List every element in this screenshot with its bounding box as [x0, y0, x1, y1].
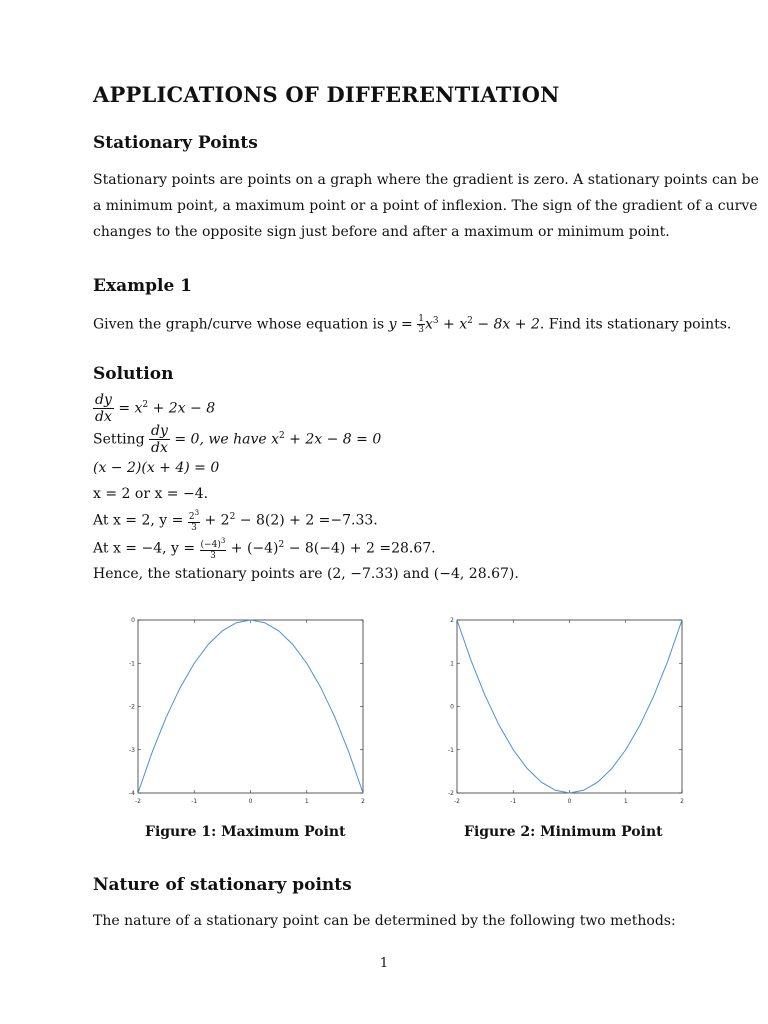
y-tick-label: 2 [450, 617, 454, 624]
x-tick-label: -1 [510, 798, 517, 805]
section-heading-stationary: Stationary Points [93, 133, 258, 153]
eq-equals: = [396, 316, 418, 333]
figure-maximum-plot [124, 612, 369, 807]
paragraph-line: a minimum point, a maximum point or a point of inflexion. The sign of the gradient of a curve [93, 198, 758, 214]
x-tick-label: 2 [361, 798, 365, 805]
figure-caption-1: Figure 1: Maximum Point [145, 824, 346, 840]
eq-y: y [388, 316, 397, 333]
solution-setting: Setting $\frac{dy}{dx}$ = 0, we have $x^2 + 2x - 8 = 0$ [93, 423, 382, 456]
y-tick-label: 0 [131, 617, 135, 624]
section-heading-nature: Nature of stationary points [93, 875, 352, 895]
y-tick-label: -2 [448, 790, 454, 797]
solution-conclusion: Hence, the stationary points are (2, −7.33) and (−4, 28.67). [93, 566, 519, 582]
y-tick-label: 1 [450, 660, 454, 668]
solution-factored: (x − 2)(x + 4) = 0 [93, 460, 220, 476]
y-tick-label: -1 [448, 746, 454, 754]
page-number: 1 [379, 956, 389, 971]
example-tail: . Find its stationary points. [539, 316, 732, 333]
derivative-fraction: $\frac{dy}{dx}$ [151, 423, 168, 456]
x-tick-label: -2 [135, 798, 141, 805]
x-tick-label: 0 [248, 798, 253, 805]
example-statement: Given the graph/curve whose equation is y = $\frac{1}{3}$ $x^3 + x^2 - 8x + 2$. Find its stationary points. [93, 314, 732, 335]
solution-roots: x = 2 or x = −4. [93, 486, 209, 502]
y-tick-label: -4 [129, 790, 135, 797]
paragraph-line: Stationary points are points on a graph where the gradient is zero. A stationary points can be [93, 172, 759, 188]
x-tick-label: 0 [567, 798, 572, 805]
x-tick-label: 2 [680, 798, 684, 805]
eq-fraction: $\frac{1}{3}$ [418, 314, 424, 335]
solution-eval-2: At x = −4, y = $\frac{(-4)^3}{3}$ + $(-4)^2 - 8(-4) + 2 =28.67$. [93, 537, 436, 561]
x-tick-label: -2 [454, 798, 460, 805]
paragraph-line: changes to the opposite sign just before and after a maximum or minimum point. [93, 224, 670, 240]
x-tick-label: -1 [191, 798, 198, 805]
y-tick-label: -1 [129, 660, 135, 668]
x-tick-label: 1 [623, 798, 628, 805]
y-tick-label: 0 [450, 703, 454, 711]
stationary-paragraph [93, 167, 759, 245]
section-heading-solution: Solution [93, 364, 174, 384]
solution-derivative: $\frac{dy}{dx}$ = $x^2 + 2x - 8$ [95, 392, 216, 425]
solution-eval-1: At x = 2, y = $\frac{2^3}{3}$ + $2^2 - 8(2) + 2 =-7.33$. [93, 509, 378, 533]
nature-paragraph: The nature of a stationary point can be determined by the following two methods: [93, 913, 676, 929]
figure-caption-2: Figure 2: Minimum Point [464, 824, 663, 840]
y-tick-label: -2 [129, 703, 135, 711]
y-tick-label: -3 [129, 746, 135, 754]
page-title: APPLICATIONS OF DIFFERENTIATION [93, 82, 560, 107]
example-lead: Given the graph/curve whose equation is [93, 316, 389, 333]
derivative-fraction: $\frac{dy}{dx}$ [95, 392, 112, 425]
figure-minimum-plot [443, 612, 688, 807]
x-tick-label: 1 [304, 798, 309, 805]
section-heading-example: Example 1 [93, 276, 193, 296]
